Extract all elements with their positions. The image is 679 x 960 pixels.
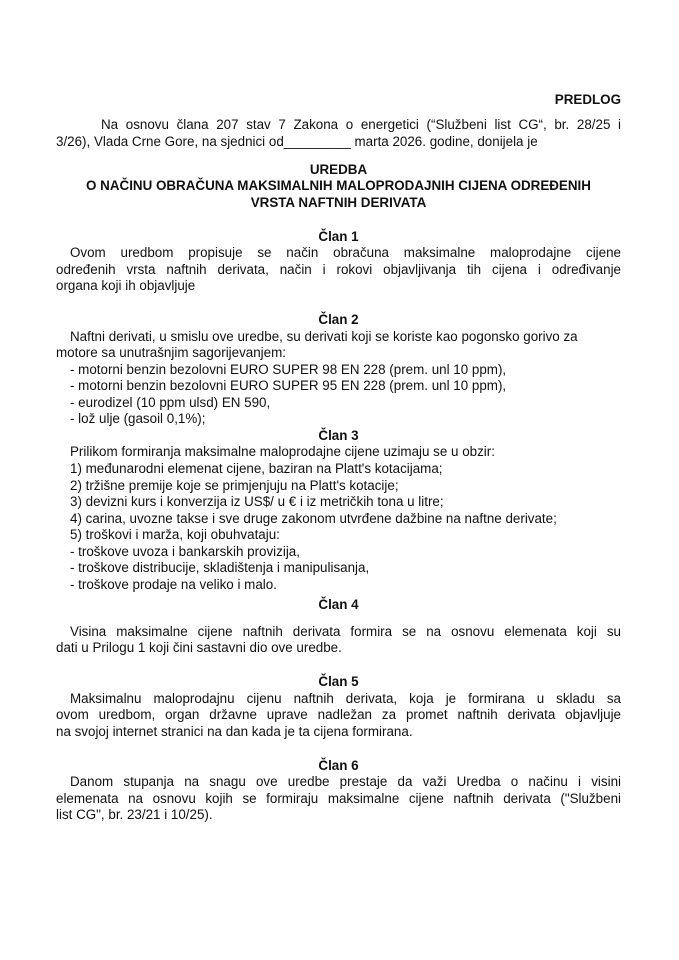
preamble-line: Na osnovu člana 207 stav 7 Zakona o energetici (“Službeni list CG“, br. 28/25 i bbox=[101, 117, 621, 132]
article-5-line: na svojoj internet stranici na dan kada je ta cijena formirana. bbox=[56, 724, 413, 739]
article-1-line: određenih vrsta naftnih derivata, način i rokovi objavljivanja tih cijena i određivanje bbox=[56, 262, 621, 277]
article-2-line: Naftni derivati, u smislu ove uredbe, su derivati koji se koriste kao pogonsko gorivo za bbox=[70, 329, 578, 344]
preamble-line: 3/26), Vlada Crne Gore, na sjednici od_________ marta 2026. godine, donijela je bbox=[56, 134, 538, 149]
article-4-line: Visina maksimalne cijene naftnih derivata formira se na osnovu elemenata koji su bbox=[70, 624, 621, 639]
document-subtitle: O NAČINU OBRAČUNA MAKSIMALNIH MALOPRODAJNIH CIJENA ODREĐENIH bbox=[86, 178, 591, 193]
document-subtitle: VRSTA NAFTNIH DERIVATA bbox=[250, 195, 427, 210]
article-1-heading: Član 1 bbox=[318, 229, 359, 244]
article-3-list-item: - troškove prodaje na veliko i malo. bbox=[70, 577, 277, 592]
article-3-list-item: 3) devizni kurs i konverzija iz US$/ u € i iz metričkih tona u litre; bbox=[70, 494, 444, 509]
article-3-line: Prilikom formiranja maksimalne maloprodajne cijene uzimaju se u obzir: bbox=[70, 444, 495, 459]
article-4-line: dati u Prilogu 1 koji čini sastavni dio ove uredbe. bbox=[56, 640, 342, 655]
article-3-list-item: 4) carina, uvozne takse i sve druge zakonom utvrđene dažbine na naftne derivate; bbox=[70, 511, 557, 526]
article-2-line: motore sa unutrašnjim sagorijevanjem: bbox=[56, 345, 286, 360]
article-2-list-item: - motorni benzin bezolovni EURO SUPER 98 EN 228 (prem. unl 10 ppm), bbox=[70, 362, 507, 377]
article-3-list-item: 2) tržišne premije koje se primjenjuju na Platt's kotacije; bbox=[70, 478, 399, 493]
article-2-list-item: - eurodizel (10 ppm ulsd) EN 590, bbox=[70, 395, 271, 410]
article-6-heading: Član 6 bbox=[318, 758, 359, 773]
article-3-list-item: 1) međunarodni elemenat cijene, baziran na Platt's kotacijama; bbox=[70, 461, 443, 476]
article-6-line: elemenata na osnovu kojih se formiraju maksimalne cijene naftnih derivata ("Službeni bbox=[56, 791, 621, 806]
article-3-heading: Član 3 bbox=[318, 428, 359, 443]
article-5-heading: Član 5 bbox=[318, 674, 359, 689]
article-5-line: Maksimalnu maloprodajnu cijenu naftnih derivata, koja je formirana u skladu sa bbox=[70, 691, 621, 706]
article-3-list-item: - troškove distribucije, skladištenja i manipulisanja, bbox=[70, 560, 370, 575]
article-2-list-item: - lož ulje (gasoil 0,1%); bbox=[70, 411, 206, 426]
article-2-list-item: - motorni benzin bezolovni EURO SUPER 95 EN 228 (prem. unl 10 ppm), bbox=[70, 378, 507, 393]
article-4-heading: Član 4 bbox=[318, 597, 359, 612]
article-6-line: list CG", br. 23/21 i 10/25). bbox=[56, 807, 213, 822]
article-1-line: Ovom uredbom propisuje se način obračuna maksimalne maloprodajne cijene bbox=[70, 245, 621, 260]
article-5-line: ovom uredbom, organ državne uprave nadležan za promet naftnih derivata objavljuje bbox=[56, 707, 621, 722]
article-1-line: organa koji ih objavljuje bbox=[56, 278, 196, 293]
document-title: UREDBA bbox=[309, 162, 368, 177]
article-3-list-item: - troškove uvoza i bankarskih provizija, bbox=[70, 544, 300, 559]
article-2-heading: Član 2 bbox=[318, 312, 359, 327]
article-3-list-item: 5) troškovi i marža, koji obuhvataju: bbox=[70, 527, 280, 542]
article-6-line: Danom stupanja na snagu ove uredbe prestaje da važi Uredba o načinu i visini bbox=[70, 774, 621, 789]
draft-label: PREDLOG bbox=[554, 92, 621, 107]
